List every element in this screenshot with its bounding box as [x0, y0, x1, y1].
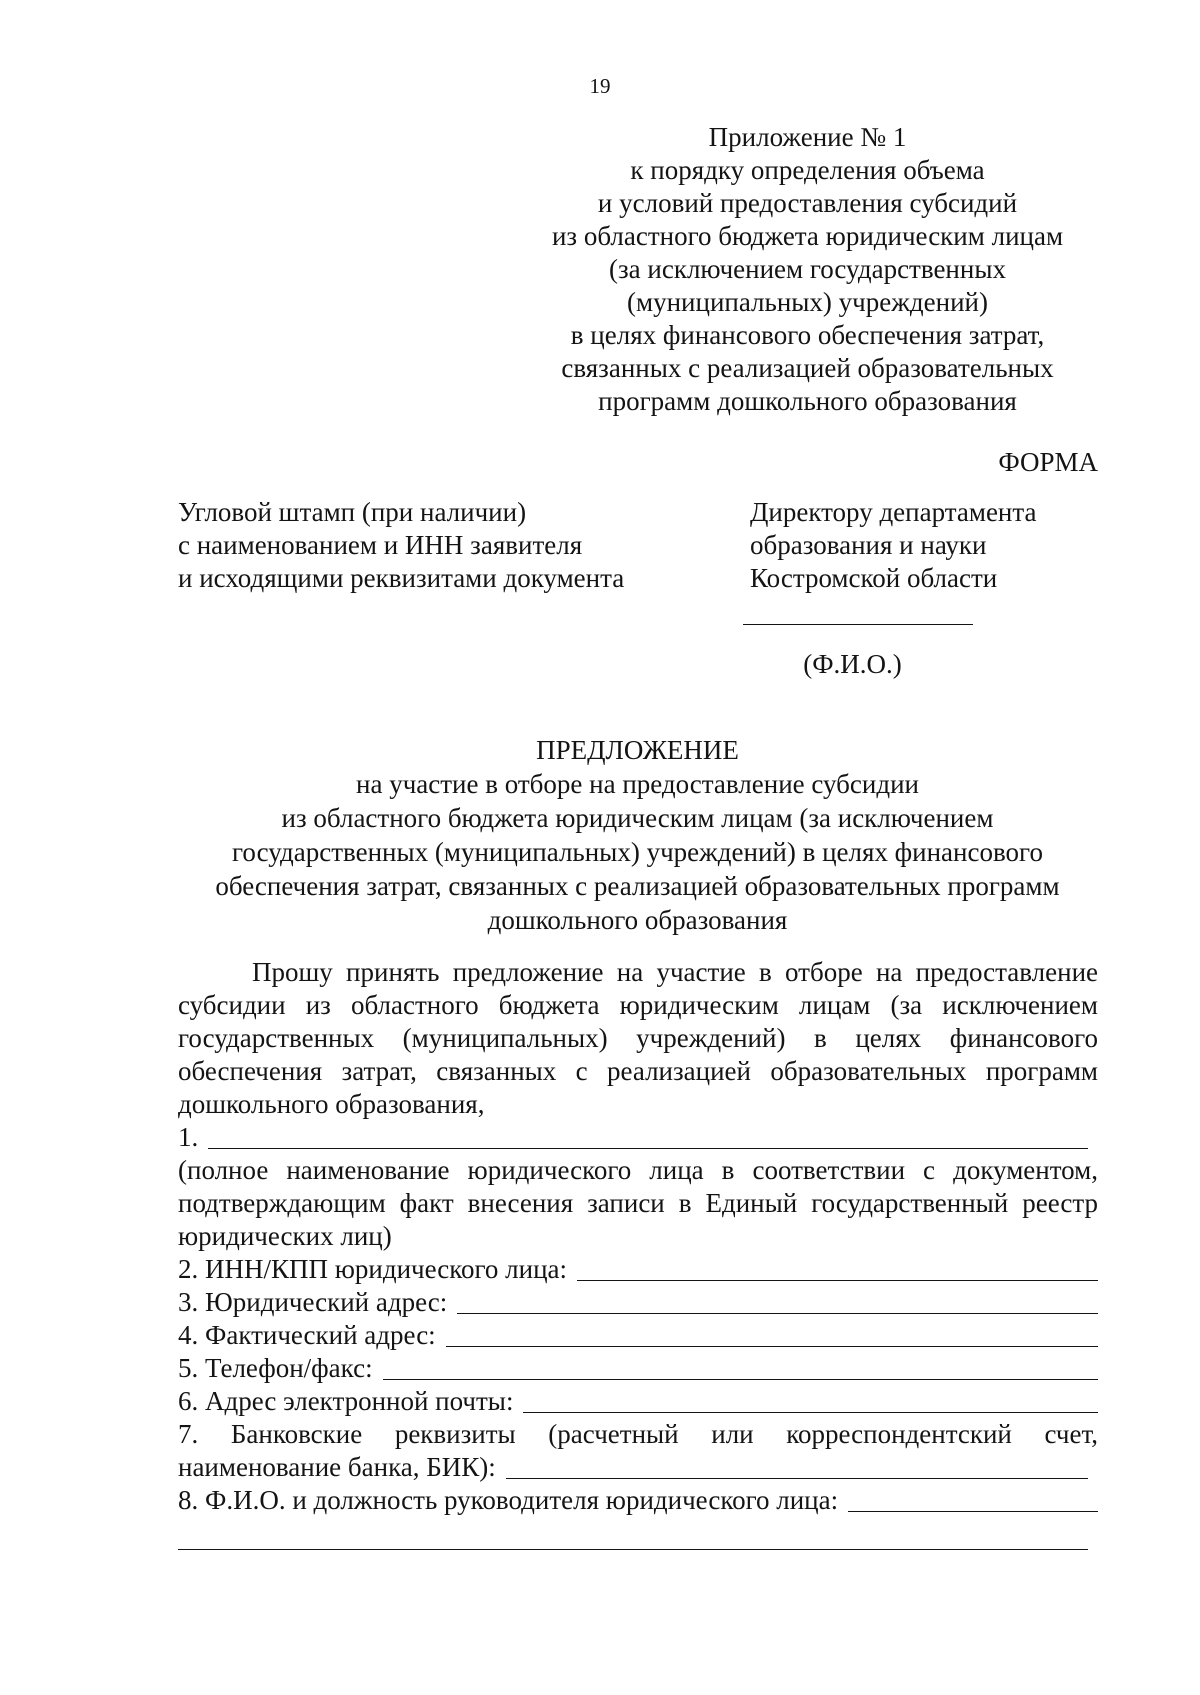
- legal-name-input-line[interactable]: [208, 1148, 1088, 1149]
- recipient-name-field[interactable]: [743, 624, 973, 625]
- field-label: 2. ИНН/КПП юридического лица:: [178, 1254, 568, 1284]
- director-input-line[interactable]: [848, 1511, 1098, 1512]
- appendix-line: из областного бюджета юридическим лицам: [551, 221, 1064, 251]
- recipient-line: Директору департамента: [750, 497, 1037, 527]
- paragraph-line: субсидии из областного бюджета юридическим лицам (за исключением: [178, 990, 1098, 1020]
- field-phone-fax: [178, 1352, 1098, 1385]
- recipient-line: Костромской области: [750, 563, 998, 593]
- field-label: 8. Ф.И.О. и должность руководителя юридического лица:: [178, 1485, 839, 1515]
- field-label: 1.: [178, 1122, 199, 1152]
- field-note-line: юридических лиц): [178, 1221, 392, 1251]
- appendix-header: [520, 121, 1095, 418]
- appendix-line: Приложение № 1: [708, 122, 907, 152]
- field-label: 6. Адрес электронной почты:: [178, 1386, 514, 1416]
- field-director: [178, 1484, 1098, 1517]
- email-input-line[interactable]: [523, 1412, 1098, 1413]
- title-line: обеспечения затрат, связанных с реализацией образовательных программ: [215, 871, 1060, 901]
- paragraph-line: Прошу принять предложение на участие в отборе на предоставление: [252, 957, 1098, 987]
- document-title: [170, 733, 1105, 937]
- field-actual-address: [178, 1319, 1098, 1352]
- stamp-line: Угловой штамп (при наличии): [178, 497, 527, 527]
- field-note-line: подтверждающим факт внесения записи в Единый государственный реестр: [178, 1188, 1098, 1218]
- inn-kpp-input-line[interactable]: [577, 1280, 1098, 1281]
- appendix-line: и условий предоставления субсидий: [597, 188, 1018, 218]
- paragraph-line: государственных (муниципальных) учреждений) в целях финансового: [178, 1023, 1098, 1053]
- bank-details-input-line[interactable]: [506, 1478, 1088, 1479]
- paragraph-line: дошкольного образования,: [178, 1089, 485, 1119]
- field-inn-kpp: [178, 1253, 1098, 1286]
- appendix-line: (за исключением государственных: [609, 254, 1006, 284]
- field-label: наименование банка, БИК):: [178, 1452, 496, 1482]
- form-label: ФОРМА: [998, 447, 1098, 477]
- title-line: государственных (муниципальных) учреждений) в целях финансового: [232, 837, 1043, 867]
- title-heading: ПРЕДЛОЖЕНИЕ: [536, 735, 739, 765]
- phone-fax-input-line[interactable]: [383, 1379, 1098, 1380]
- field-label: 4. Фактический адрес:: [178, 1320, 436, 1350]
- page-number: 19: [589, 74, 611, 98]
- field-legal-address: [178, 1286, 1098, 1319]
- paragraph-line: обеспечения затрат, связанных с реализацией образовательных программ: [178, 1056, 1098, 1086]
- stamp-line: с наименованием и ИНН заявителя: [178, 530, 583, 560]
- field-legal-name: [178, 1121, 1088, 1154]
- fio-caption: (Ф.И.О.): [803, 649, 902, 679]
- actual-address-input-line[interactable]: [446, 1346, 1098, 1347]
- field-note-line: (полное наименование юридического лица в соответствии с документом,: [178, 1155, 1098, 1185]
- field-bank-label: 7. Банковские реквизиты (расчетный или корреспондентский счет,: [178, 1419, 1098, 1449]
- appendix-line: к порядку определения объема: [630, 155, 985, 185]
- field-email: [178, 1385, 1098, 1418]
- title-line: на участие в отборе на предоставление субсидии: [356, 769, 919, 799]
- director-continuation-line[interactable]: [178, 1517, 1088, 1550]
- appendix-line: (муниципальных) учреждений): [627, 287, 988, 317]
- title-line: дошкольного образования: [487, 905, 788, 935]
- field-label: 3. Юридический адрес:: [178, 1287, 448, 1317]
- appendix-line: связанных с реализацией образовательных: [561, 353, 1054, 383]
- field-label: 5. Телефон/факс:: [178, 1353, 373, 1383]
- field-bank-details: [178, 1451, 1088, 1484]
- form-body: [178, 956, 1098, 1550]
- title-line: из областного бюджета юридическим лицам (за исключением: [281, 803, 994, 833]
- legal-address-input-line[interactable]: [457, 1313, 1098, 1314]
- recipient-block: [750, 496, 1100, 595]
- appendix-line: программ дошкольного образования: [598, 386, 1017, 416]
- appendix-line: в целях финансового обеспечения затрат,: [570, 320, 1045, 350]
- corner-stamp-block: [178, 496, 658, 595]
- stamp-line: и исходящими реквизитами документа: [178, 563, 625, 593]
- recipient-line: образования и науки: [750, 530, 987, 560]
